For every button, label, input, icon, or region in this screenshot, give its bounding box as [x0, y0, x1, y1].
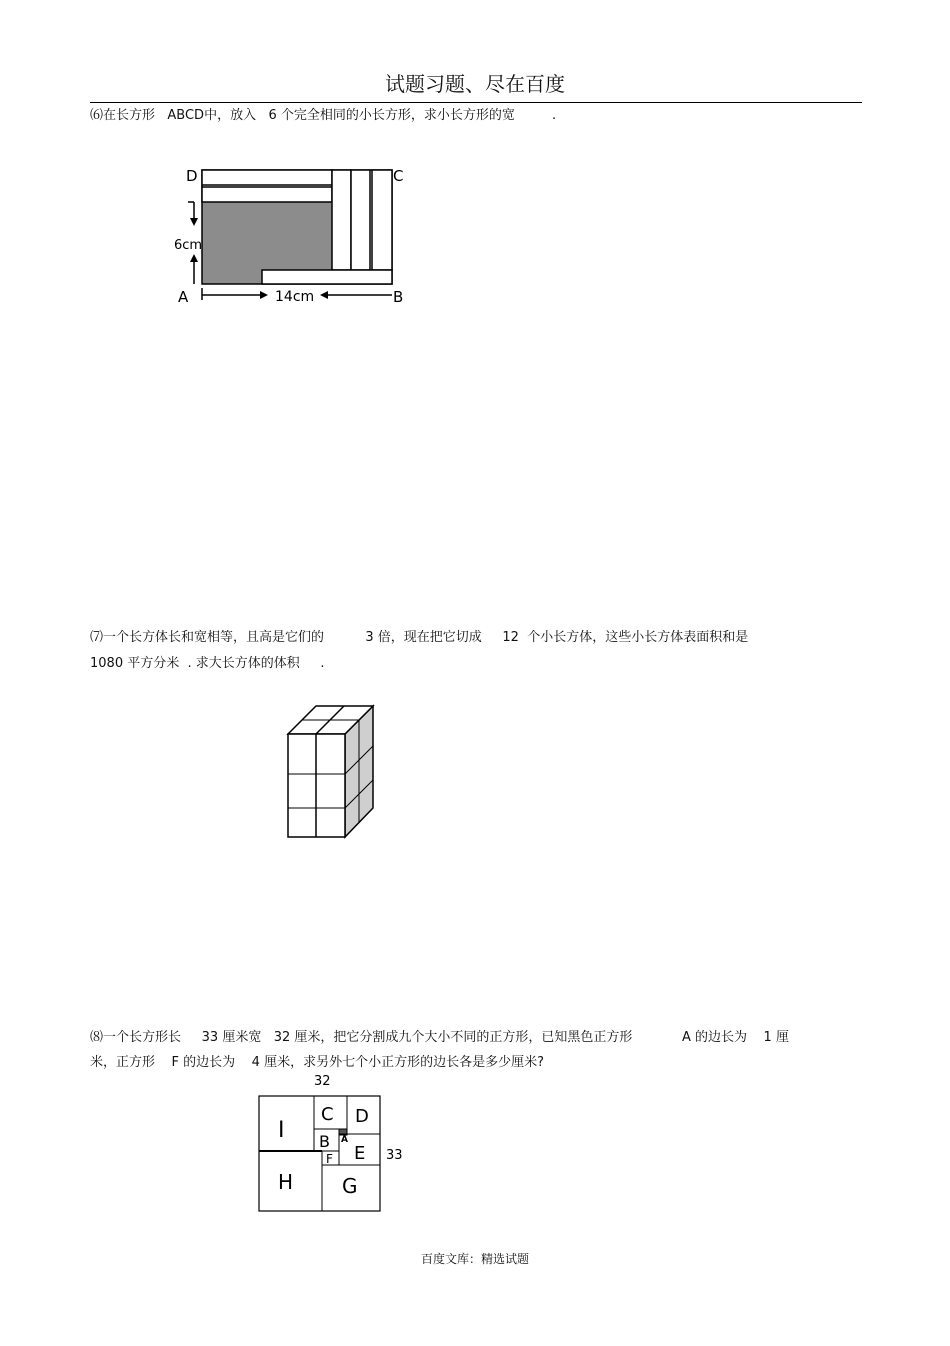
question-7-line-2: 1080 平方分米 . 求大长方体的体积 .	[90, 656, 325, 671]
question-6-text: ⑹在长方形 ABCD中，放入 6 个完全相同的小长方形，求小长方形的宽 .	[90, 108, 557, 123]
square-i	[259, 1096, 314, 1151]
small-rect-top-1	[202, 170, 332, 185]
header-divider	[90, 102, 862, 103]
small-rect-vert-2	[351, 170, 370, 270]
label-b: B	[393, 288, 404, 306]
top-dimension: 32	[314, 1074, 331, 1089]
small-rect-top-2	[202, 187, 332, 202]
small-rect-vert-3	[372, 170, 392, 270]
label-a: A	[178, 288, 189, 306]
label-c-square: C	[321, 1104, 334, 1125]
question-7-line-1: ⑺一个长方体长和宽相等，且高是它们的 3 倍，现在把它切成 12 个小长方体，这些小长方体表面积和是	[90, 630, 749, 645]
label-g-square: G	[342, 1174, 358, 1198]
question-7-figure	[280, 698, 390, 848]
page-title: 试题习题、尽在百度	[385, 72, 565, 96]
small-rect-vert-1	[332, 170, 351, 270]
label-a-square: A	[341, 1135, 348, 1145]
label-f-square: F	[326, 1152, 333, 1166]
height-arrow-up-head	[190, 254, 198, 262]
label-d: D	[186, 167, 198, 185]
width-label: 14cm	[275, 289, 315, 305]
question-8-figure	[250, 1070, 410, 1220]
question-6-figure	[170, 160, 420, 310]
label-h-square: H	[278, 1170, 294, 1194]
footer-text: 百度文库：精选试题	[420, 1252, 529, 1266]
small-rect-bottom	[262, 270, 392, 284]
height-label: 6cm	[174, 238, 203, 253]
width-arrow-left-head	[320, 291, 328, 299]
question-8-line-2: 米，正方形 F 的边长为 4 厘米，求另外七个小正方形的边长各是多少厘米?	[90, 1055, 544, 1070]
label-i: I	[278, 1118, 285, 1143]
label-b-square: B	[319, 1132, 330, 1151]
width-arrow-right-head	[260, 291, 268, 299]
label-e-square: E	[354, 1143, 366, 1164]
right-dimension: 33	[386, 1148, 403, 1163]
label-c: C	[393, 167, 404, 185]
height-arrow-down-head	[190, 218, 198, 226]
label-d-square: D	[355, 1106, 369, 1127]
question-8-line-1: ⑻一个长方形长 33 厘米宽 32 厘米，把它分割成九个大小不同的正方形，已知黑色正方形 A 的边长为 1 厘	[90, 1030, 789, 1045]
